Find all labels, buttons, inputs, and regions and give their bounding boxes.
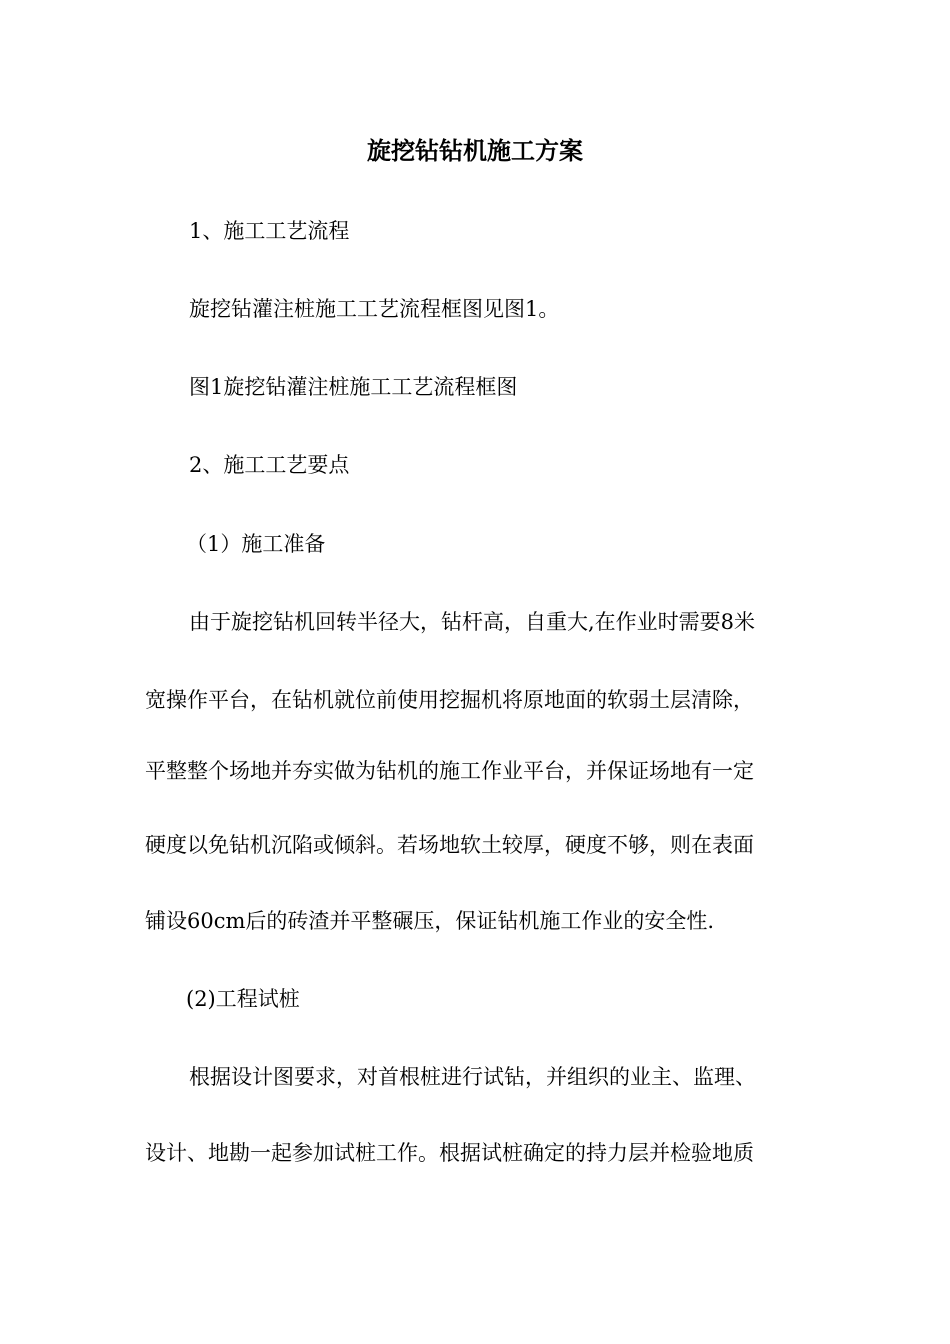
section-heading-process: 1、施工工艺流程: [189, 219, 350, 243]
paragraph-process-intro: 旋挖钻灌注桩施工工艺流程框图见图1。: [189, 297, 560, 321]
paragraph-preparation-line-2: 宽操作平台，在钻机就位前使用挖掘机将原地面的软弱土层清除，: [145, 688, 754, 712]
subsection-heading-preparation: （1）施工准备: [186, 532, 326, 556]
figure-caption: 图1旋挖钻灌注桩施工工艺流程框图: [189, 375, 518, 399]
subsection-heading-test-pile: (2)工程试桩: [186, 987, 300, 1011]
paragraph-test-pile-line-1: 根据设计图要求，对首根桩进行试钻，并组织的业主、监理、: [189, 1065, 756, 1089]
paragraph-preparation-line-5: 铺设60cm后的砖渣并平整碾压，保证钻机施工作业的安全性.: [145, 909, 715, 933]
paragraph-test-pile-line-2: 设计、地勘一起参加试桩工作。根据试桩确定的持力层并检验地质: [145, 1141, 754, 1165]
section-heading-key-points: 2、施工工艺要点: [189, 453, 350, 477]
paragraph-preparation-line-3: 平整整个场地并夯实做为钻机的施工作业平台，并保证场地有一定: [145, 759, 754, 783]
document-title: 旋挖钻钻机施工方案: [367, 136, 583, 165]
paragraph-preparation-line-4: 硬度以免钻机沉陷或倾斜。若场地软土较厚，硬度不够，则在表面: [145, 833, 754, 857]
paragraph-preparation-line-1: 由于旋挖钻机回转半径大，钻杆高，自重大,在作业时需要8米: [189, 610, 756, 634]
